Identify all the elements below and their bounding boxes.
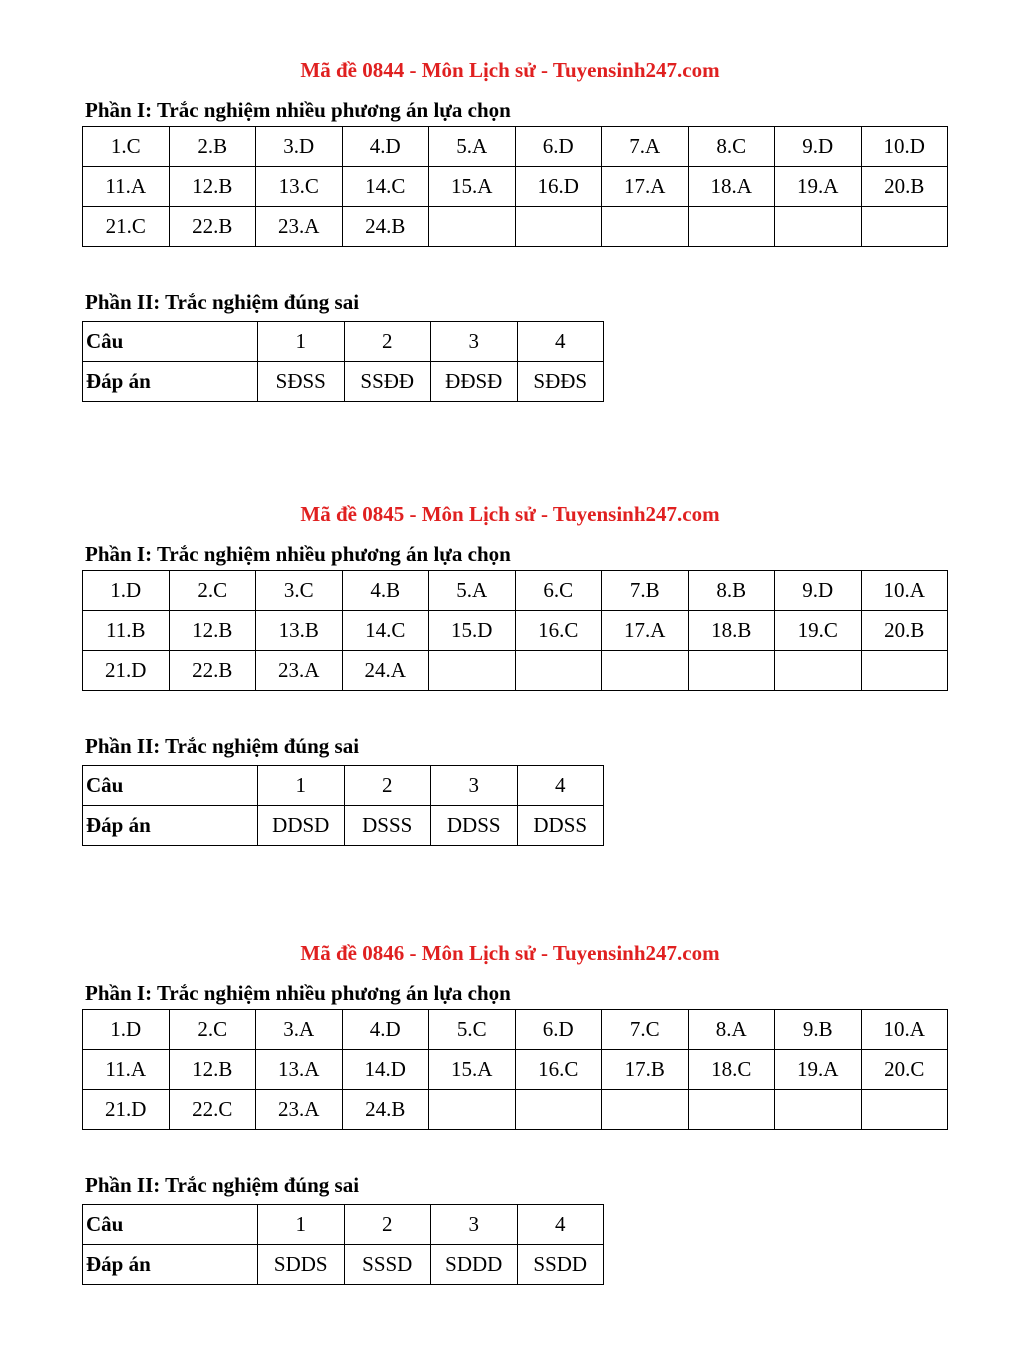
tf-answer-cell: SDDD xyxy=(431,1245,518,1285)
answer-cell: 18.C xyxy=(688,1050,775,1090)
answer-cell: 22.B xyxy=(169,207,256,247)
answer-cell: 23.A xyxy=(256,1090,343,1130)
table-row xyxy=(83,1090,948,1130)
answer-cell: 11.A xyxy=(83,1050,170,1090)
question-number-cell: 3 xyxy=(431,1205,518,1245)
true-false-table xyxy=(82,1204,604,1285)
table-row xyxy=(83,651,948,691)
tf-answer-cell: SĐSS xyxy=(258,362,345,402)
answer-cell xyxy=(775,651,862,691)
tf-answer-cell: SSĐĐ xyxy=(344,362,431,402)
true-false-table xyxy=(82,321,604,402)
tf-answer-cell: DDSS xyxy=(431,806,518,846)
answer-cell: 11.A xyxy=(83,167,170,207)
answer-cell: 5.C xyxy=(429,1010,516,1050)
answer-cell: 11.B xyxy=(83,611,170,651)
answer-cell xyxy=(688,207,775,247)
answer-cell: 19.A xyxy=(775,167,862,207)
answer-row-label: Đáp án xyxy=(83,806,258,846)
answer-cell: 20.B xyxy=(861,167,948,207)
answer-cell: 8.B xyxy=(688,571,775,611)
answer-cell: 16.D xyxy=(515,167,602,207)
tf-answer-cell: SSDD xyxy=(517,1245,604,1285)
tf-answer-cell: ĐĐSĐ xyxy=(431,362,518,402)
answer-cell xyxy=(861,1090,948,1130)
part1-heading: Phần I: Trắc nghiệm nhiều phương án lựa chọn xyxy=(85,98,511,122)
answer-cell: 19.C xyxy=(775,611,862,651)
table-row xyxy=(83,571,948,611)
answer-row-label: Đáp án xyxy=(83,1245,258,1285)
answer-cell: 20.C xyxy=(861,1050,948,1090)
answer-cell: 22.B xyxy=(169,651,256,691)
answer-cell: 5.A xyxy=(429,127,516,167)
answer-cell xyxy=(429,207,516,247)
part1-heading: Phần I: Trắc nghiệm nhiều phương án lựa chọn xyxy=(85,542,511,566)
answer-cell: 18.A xyxy=(688,167,775,207)
question-number-cell: 4 xyxy=(517,1205,604,1245)
answer-cell xyxy=(602,651,689,691)
answer-cell: 7.C xyxy=(602,1010,689,1050)
answer-cell: 6.C xyxy=(515,571,602,611)
answer-cell xyxy=(429,1090,516,1130)
answer-cell xyxy=(602,1090,689,1130)
answer-cell: 13.C xyxy=(256,167,343,207)
answer-cell: 23.A xyxy=(256,207,343,247)
multiple-choice-table xyxy=(82,126,948,247)
exam-code-title: Mã đề 0845 - Môn Lịch sử - Tuyensinh247.com xyxy=(300,502,720,526)
answer-cell: 1.D xyxy=(83,1010,170,1050)
question-number-cell: 2 xyxy=(344,322,431,362)
answer-cell: 12.B xyxy=(169,167,256,207)
answer-cell: 4.D xyxy=(342,127,429,167)
answer-cell: 6.D xyxy=(515,1010,602,1050)
answer-cell xyxy=(688,1090,775,1130)
answer-cell: 13.B xyxy=(256,611,343,651)
answer-cell: 21.C xyxy=(83,207,170,247)
answer-cell xyxy=(429,651,516,691)
question-number-cell: 1 xyxy=(258,766,345,806)
table-row xyxy=(83,1050,948,1090)
answer-cell: 17.A xyxy=(602,167,689,207)
part1-heading: Phần I: Trắc nghiệm nhiều phương án lựa chọn xyxy=(85,981,511,1005)
answer-cell: 4.D xyxy=(342,1010,429,1050)
answer-cell: 9.D xyxy=(775,127,862,167)
answer-cell: 10.A xyxy=(861,1010,948,1050)
answer-cell: 9.B xyxy=(775,1010,862,1050)
true-false-table xyxy=(82,765,604,846)
answer-row xyxy=(83,362,604,402)
answer-cell: 6.D xyxy=(515,127,602,167)
answer-cell: 1.D xyxy=(83,571,170,611)
answer-cell: 14.D xyxy=(342,1050,429,1090)
answer-cell: 10.A xyxy=(861,571,948,611)
answer-cell: 16.C xyxy=(515,611,602,651)
table-row xyxy=(83,167,948,207)
answer-cell: 2.C xyxy=(169,571,256,611)
answer-cell: 23.A xyxy=(256,651,343,691)
answer-cell xyxy=(602,207,689,247)
tf-answer-cell: DDSD xyxy=(258,806,345,846)
answer-cell: 9.D xyxy=(775,571,862,611)
table-row xyxy=(83,1010,948,1050)
answer-cell: 17.A xyxy=(602,611,689,651)
part2-heading: Phần II: Trắc nghiệm đúng sai xyxy=(85,290,360,314)
answer-cell: 15.A xyxy=(429,1050,516,1090)
tf-answer-cell: SSSD xyxy=(344,1245,431,1285)
answer-cell: 13.A xyxy=(256,1050,343,1090)
question-row-label: Câu xyxy=(83,766,258,806)
answer-cell xyxy=(775,207,862,247)
question-number-cell: 2 xyxy=(344,766,431,806)
question-row xyxy=(83,1205,604,1245)
tf-answer-cell: SDDS xyxy=(258,1245,345,1285)
table-row xyxy=(83,207,948,247)
answer-cell: 19.A xyxy=(775,1050,862,1090)
answer-cell xyxy=(515,651,602,691)
tf-answer-cell: SĐĐS xyxy=(517,362,604,402)
answer-cell: 24.A xyxy=(342,651,429,691)
answer-cell: 7.B xyxy=(602,571,689,611)
answer-cell: 3.D xyxy=(256,127,343,167)
answer-cell xyxy=(515,1090,602,1130)
question-number-cell: 2 xyxy=(344,1205,431,1245)
question-number-cell: 4 xyxy=(517,322,604,362)
part2-heading: Phần II: Trắc nghiệm đúng sai xyxy=(85,734,360,758)
question-number-cell: 1 xyxy=(258,1205,345,1245)
multiple-choice-table xyxy=(82,570,948,691)
answer-row-label: Đáp án xyxy=(83,362,258,402)
answer-cell: 12.B xyxy=(169,611,256,651)
answer-cell: 24.B xyxy=(342,1090,429,1130)
multiple-choice-table xyxy=(82,1009,948,1130)
answer-cell: 18.B xyxy=(688,611,775,651)
answer-cell: 21.D xyxy=(83,651,170,691)
answer-cell xyxy=(688,651,775,691)
exam-code-title: Mã đề 0846 - Môn Lịch sử - Tuyensinh247.com xyxy=(300,941,720,965)
answer-cell: 8.A xyxy=(688,1010,775,1050)
answer-cell: 16.C xyxy=(515,1050,602,1090)
answer-row xyxy=(83,1245,604,1285)
answer-cell: 15.D xyxy=(429,611,516,651)
tf-answer-cell: DSSS xyxy=(344,806,431,846)
answer-cell xyxy=(515,207,602,247)
answer-cell: 14.C xyxy=(342,167,429,207)
answer-cell: 17.B xyxy=(602,1050,689,1090)
answer-cell: 7.A xyxy=(602,127,689,167)
tf-answer-cell: DDSS xyxy=(517,806,604,846)
answer-cell: 3.A xyxy=(256,1010,343,1050)
answer-cell: 5.A xyxy=(429,571,516,611)
question-number-cell: 1 xyxy=(258,322,345,362)
answer-cell: 1.C xyxy=(83,127,170,167)
answer-cell: 2.C xyxy=(169,1010,256,1050)
answer-cell: 14.C xyxy=(342,611,429,651)
answer-cell: 20.B xyxy=(861,611,948,651)
answer-cell: 2.B xyxy=(169,127,256,167)
answer-cell: 22.C xyxy=(169,1090,256,1130)
answer-cell xyxy=(861,207,948,247)
part2-heading: Phần II: Trắc nghiệm đúng sai xyxy=(85,1173,360,1197)
question-number-cell: 3 xyxy=(431,766,518,806)
table-row xyxy=(83,611,948,651)
answer-cell xyxy=(775,1090,862,1130)
question-row xyxy=(83,322,604,362)
answer-cell: 4.B xyxy=(342,571,429,611)
answer-cell: 3.C xyxy=(256,571,343,611)
answer-cell: 21.D xyxy=(83,1090,170,1130)
question-row-label: Câu xyxy=(83,322,258,362)
question-number-cell: 4 xyxy=(517,766,604,806)
answer-cell: 10.D xyxy=(861,127,948,167)
question-row-label: Câu xyxy=(83,1205,258,1245)
table-row xyxy=(83,127,948,167)
exam-code-title: Mã đề 0844 - Môn Lịch sử - Tuyensinh247.com xyxy=(300,58,720,82)
question-number-cell: 3 xyxy=(431,322,518,362)
answer-cell xyxy=(861,651,948,691)
answer-cell: 24.B xyxy=(342,207,429,247)
answer-cell: 15.A xyxy=(429,167,516,207)
answer-cell: 12.B xyxy=(169,1050,256,1090)
question-row xyxy=(83,766,604,806)
answer-row xyxy=(83,806,604,846)
answer-cell: 8.C xyxy=(688,127,775,167)
